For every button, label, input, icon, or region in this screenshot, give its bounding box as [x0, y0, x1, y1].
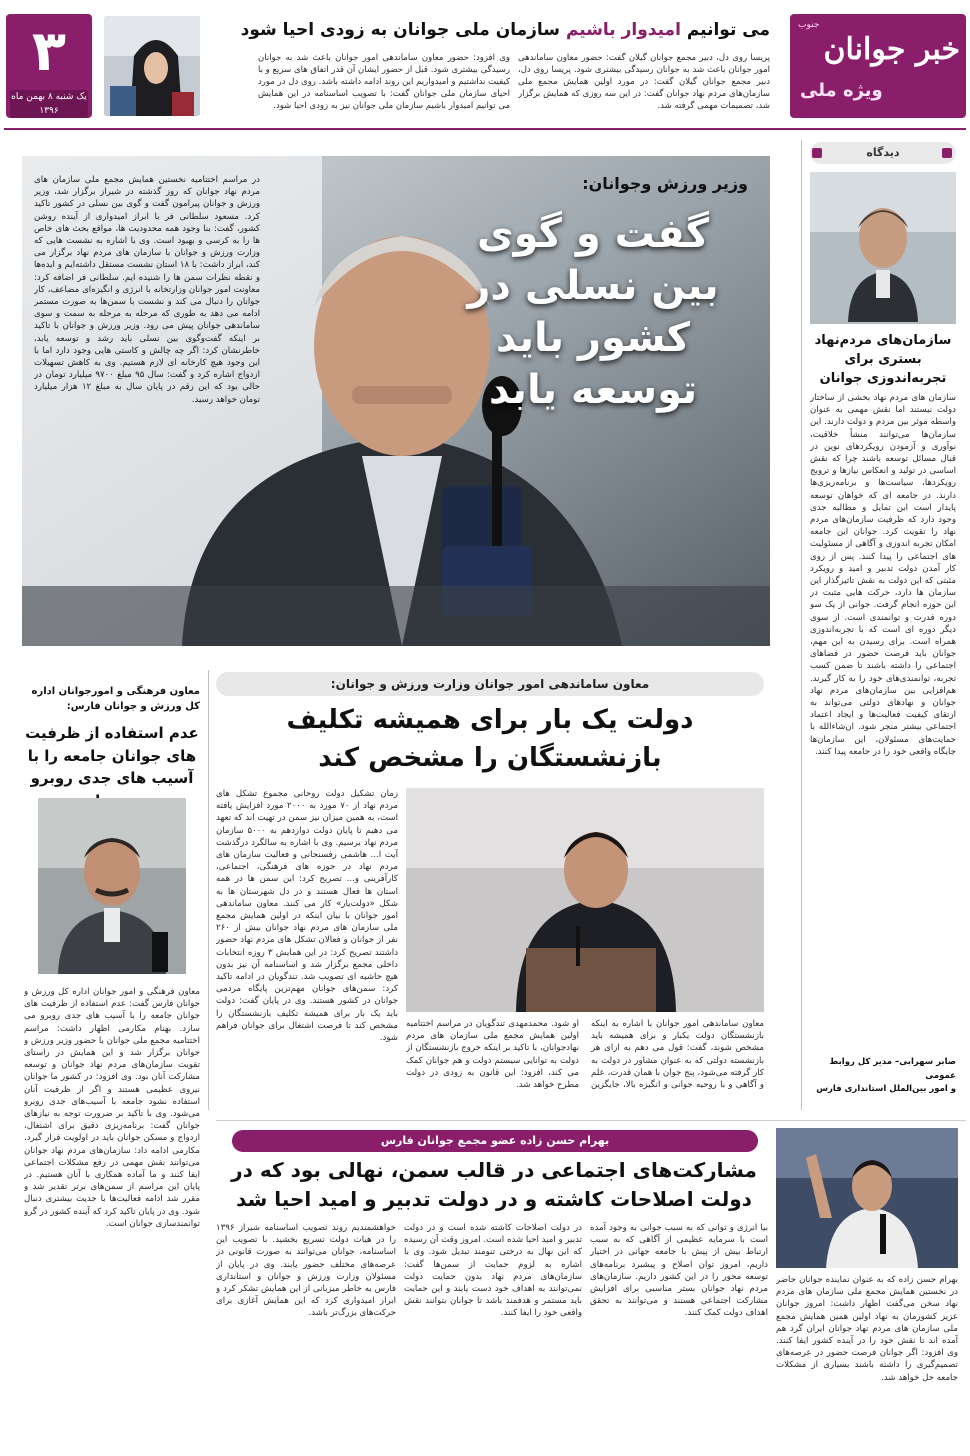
masthead-rule	[4, 128, 966, 130]
middle-body-left: معاون ساماندهی امور جوانان با اشاره به اینکه بازنشستگان دولت یکبار و برای همیشه باید مشخص شوند، گفت: قول می دهم به ازای هر بازنشسته دولتی که به عنوان مشاور در دولت به کار گرفته می‌شود، پنج جوان با همان قدرت، علم و آگاهی و با روحیه جوانی و انگیزه بالا، جایگزین او شود. محمدمهدی تندگویان در مراسم اختتامیه اولین همایش مجمع ملی سازمان های مردم نهادجوانان، با تاکید بر اینکه خروج بازنشستگان از دولت به توانایی سیستم دولت و هم جوانان کمک می کند، افزود: این قانون به زودی در دولت مطرح خواهد شد.	[406, 1019, 764, 1091]
side-divider	[208, 670, 209, 1110]
opinion-body: سازمان های مردم نهاد بخشی از ساختار دولت نیستند اما نقش مهمی به عنوان واسطه موثر بین مردم و دولت دارند. این سازمان‌ها می‌توانند منشأ خلاقیت، نوآوری و آزمودن رویکردهای نوین در قبال مسائل توسعه باشند چرا که نقش اساسی در تولید و انعکاس نیازها و ترویج رویکردها، سیاست‌ها و برنامه‌ریزی‌ها دارند. در جامعه ای که خواهان توسعه پایدار است این تمایل و مطالبه جدی وجود دارد که ظرفیت سازمان‌های مردم نهاد را تقویت کرد. جوانان این جامعه امکان تجربه اندوزی و آگاهی از مسئولیت های اجتماعی را پیدا کنند. پس از روی کار آمدن دولت تدبیر و امید و رویکرد مثبتی که این دولت به نقش تاثیرگذار این سازمان ها دارد، حرکت هایی مثبت در این حوزه انجام گرفت. جوانی از یک سو دوره قدرت و توانمندی است. از سوی دیگر دوره ای است که با تجربه‌اندوزی همراه است. برای رسیدن به این مهم، جوانان باید فرصت حضور در فضاهای اجتماعی را داشته باشند تا ضمن کسب تجربه، توانمندی‌های خود را به کار گیرند. هم‌افزایی بین سازمان‌های مردم نهاد جوانان و نهادهای دولتی می‌تواند به ارتقای کیفیت فعالیت‌ها و ایجاد اعتماد اجتماعی بیشتر منجر شود. ان‌شاءالله با حمایت‌های مسئولان، این سازمان‌ها جایگاه واقعی خود را در جامعه پیدا کنند.	[810, 393, 956, 757]
author-portrait-image	[810, 172, 956, 324]
side-headline: عدم استفاده از ظرفیت های جوانان جامعه را با آسیب های جدی روبرو	[25, 724, 199, 787]
middle-kicker: معاون ساماندهی امور جوانان وزارت ورزش و جوانان:	[330, 677, 650, 691]
logo-main: خبر جوانان	[823, 32, 960, 67]
middle-body-right: زمان تشکیل دولت روحانی مجموع تشکل های مردم نهاد از ۷۰ مورد به ۲۰۰۰ مورد افزایش یافته است، به همین میزان نیز سمن در تهیت اند که تعهد می دهیم تا پایان دولت دوازدهم به ۵۰۰۰ سازمان مردم نهاد برسیم. وی با اشاره به سالگرد درگذشت آیت ا... هاشمی رفسنجانی و فعالیت سازمان های مردم نهاد در حوزه های فرهنگی، اجتماعی، کارآفرینی و... تصریح کرد: این سمن ها در همه استان ها فعال هستند و در دل شهرستان ها به شکل «دولت‌یار» کار می کنند. معاون ساماندهی امور جوانان با بیان اینکه در اولین همایش مجمع ملی سازمان های مردم نهاد جوانان بیش از ۲۶۰ نفر از جوانان و فعالان تشکل های مردم نهاد حضور داشتند تصریح کرد: در این همایش ۳ روزه انتخابات داخلی مجمع برگزار شد و اساسنامه آن نیز بدون هیچ حاشیه ای تصویب شد. تندگویان در ادامه تاکید کرد: سمن‌های جوانان مهم‌ترین پایگاه مردمی جوانان در کشور هستند. وی در پایان گفت: دولت باید یک بار برای همیشه تکلیف بازنشستگان را مشخص کند تا فرصت اشتغال برای جوانان فراهم شود.	[216, 789, 398, 1044]
author-line-2: و امور بین‌الملل استانداری فارس	[816, 1084, 956, 1095]
top-story-title	[200, 20, 770, 48]
deputy-portrait-image	[38, 798, 186, 974]
masthead-logo	[790, 14, 966, 118]
bottom-rule	[216, 1120, 966, 1121]
official-speaking-image	[406, 788, 764, 1012]
top-title-highlight: امیدوار باشیم	[565, 20, 681, 40]
bottom-kicker-bar	[232, 1130, 758, 1152]
middle-photo	[406, 788, 764, 1012]
side-photo	[38, 798, 186, 974]
bottom-photo	[776, 1128, 958, 1268]
bottom-col-1: بهرام حسن زاده که به عنوان نماینده جوانان حاضر در نخستین همایش مجمع ملی سازمان های مردم نهاد سخن می‌گفت اظهار داشت: امروز جوانان عزیز کشورمان به نهاد اولین همین همایش مجمع ملی سازمان های مردم نهاد جوانان ایران گرد هم آمده اند تا نقش خود را در آینده کشور ایفا کنند. وی افزود: اگر جوانان فرصت حضور در عرصه‌های تصمیم‌گیری را داشته باشند بسیاری از مشکلات جامعه حل خواهد شد.	[776, 1275, 958, 1383]
pen-icon	[812, 148, 822, 158]
opinion-label-bar	[810, 142, 956, 164]
bottom-kicker: بهرام حسن زاده عضو مجمع جوانان فارس	[380, 1134, 610, 1147]
page-number: ۳	[31, 19, 67, 84]
bottom-col-2: بیا انرژی و توانی که به سبب جوانی به وجود آمده است با سرمایه عظیمی از آگاهی که به سبب ارتباط بیش از پیش با جامعه جهانی در اختیار داریم، امروز توان اصلاح و پیشبرد برنامه‌های توسعه محور را در این کشور داریم. سازمان‌های مردم نهاد جوانان بستر مناسبی برای افزایش مشارکت اجتماعی هستند و می‌توانند به تحقق اهداف دولت کمک کنند.	[590, 1223, 768, 1319]
opinion-headline: سازمان‌های مردم‌نهاد بستری برای تجربه‌اندوزی جوانان	[814, 333, 952, 386]
opinion-author	[810, 1056, 956, 1097]
top-story-col-left: وی افزود: حضور معاون ساماندهی امور جوانان باعث شد به جوانان رسیدگی بیشتری شود. قبل از حضور ایشان آن قدر اتفاق های سریع و با کیفیت نداشتیم و امیدواریم این روند ادامه داشته باشد. روی دل در مورد احیای سازمان ملی جوانان گفت: با تصویب اساسنامه در این همایش می توانیم امیدوار باشیم سازمان ملی جوانان نیز به زودی احیا شود.	[258, 53, 510, 112]
middle-kicker-bar	[216, 672, 764, 696]
middle-headline: دولت یک بار برای همیشه تکلیف بازنشستگان را مشخص کند	[286, 705, 694, 773]
bottom-headline: مشارکت‌های اجتماعی در قالب سمن، نهالی بود که در دولت اصلاحات کاشته و در دولت تدبیر و امید احیا شد	[231, 1158, 757, 1211]
lead-body: در مراسم اختتامیه نخستین همایش مجمع ملی سازمان های مردم نهاد جوانان که روز گذشته در شیراز برگزار شد، وزیر ورزش و جوانان پیرامون گفت و گوی بین نسلی در کشور تاکید کرد. مسعود سلطانی فر با ابراز امیدواری از آینده روشن کشور، گفت: بنا وجود همه محدودیت ها، مواقع بحث های خاص ها را به کرسی و بهبود است. وی با اشاره به نشست هایی که وزارت ورزش و جوانان با سازمان های مردم نهاد برگزار می کند، ابراز داشت: با ۱۸ استان نشست مستقل داشته‌ایم و ایده‌ها و نقطه نظرات سمن ها را شنیده ایم. سلطانی فر اضافه کرد: معاونت امور جوانان وزارتخانه با انرژی و انگیزه‌ای مضاعف، کار جوانان را دنبال می کند و نشست با سمن‌ها به صورت مستمر ادامه می دهد به طوری که مرحله به مرحله به سمت و سوی ساماندهی جوانان پیش می رود. وزیر ورزش و جوانان با تاکید بر اینکه گفت‌وگوی بین نسلی باید رشد و توسعه یابد، خاطرنشان کرد: اگر چه چالش و کاستی هایی وجود دارد اما با این وجود هیچ کارخانه ای لازم هستیم. وی به کاهش تسهیلات ازدواج اشاره کرد و گفت: سال ۹۵ مبلغ ۹۷۰۰ میلیارد تومان در حالی بود که این رقم در پایان سال به مبلغ ۱۲ هزار میلیارد تومان خواهد رسید.	[34, 175, 260, 405]
lead-headline: گفت و گوی بین نسلی در کشور باید توسعه یابد	[467, 211, 719, 413]
side-kicker: معاون فرهنگی و امورجوانان اداره کل ورزش و جوانان فارس:	[31, 686, 200, 712]
opinion-divider	[801, 140, 802, 1110]
author-line-1: صابر سهرابی– مدیر کل روابط عمومی	[829, 1057, 956, 1081]
opinion-author-photo	[810, 172, 956, 324]
lead-kicker: وزیر ورزش وجوانان:	[582, 174, 748, 193]
pencil-icon	[942, 148, 952, 158]
top-title-pre: می توانیم	[686, 20, 770, 40]
top-story-photo	[104, 16, 200, 116]
woman-speaker-image	[104, 16, 200, 116]
page-number-box	[6, 14, 92, 118]
issue-date: یک شنبه ۸ بهمن ماه ۱۳۹۶	[11, 92, 87, 116]
logo-tag: جنوب	[798, 20, 820, 30]
top-title-post: سازمان ملی جوانان به زودی احیا شود	[240, 20, 561, 40]
top-story-col-right: پریسا روی دل، دبیر مجمع جوانان گیلان گفت: حضور معاون ساماندهی امور جوانان باعث شد به جوانان رسیدگی بیشتری شود. پریسا روی دل، دبیر مجمع جوانان گیلان گفت: در مورد اولین همایش مجمع ملی سازمان‌های مردم نهاد جوانان گفت: در این سه روزی که همایش برگزار شد، تصمیمات مهمی گرفته شد.	[518, 53, 770, 112]
bottom-col-4: خواهشمندیم روند تصویب اساسنامه شیراز ۱۳۹۶ را در هیات دولت تسریع بخشید. با تصویب این اساسنامه، جوانان می‌توانند به صورت قانونی در عرصه‌های مختلف حضور یابند. وی در پایان از مسئولان وزارت ورزش و جوانان و استانداری فارس به خاطر میزبانی از این همایش تشکر کرد و ابراز امیدواری کرد که این همایش آغازی برای حرکت‌های بزرگ‌تر باشد.	[216, 1223, 396, 1319]
young-speaker-image	[776, 1128, 958, 1268]
bottom-col-3: در دولت اصلاحات کاشته شده است و در دولت تدبیر و امید احیا شده است. امروز وقت آن رسیده که این نهال به درختی تنومند تبدیل شود. وی با اشاره به لزوم حمایت از سمن‌ها گفت: سازمان‌های مردم نهاد بدون حمایت دولت نمی‌توانند به اهداف خود دست یابند و این حمایت باید مستمر و هدفمند باشد تا جوانان بتوانند نقش واقعی خود را ایفا کنند.	[404, 1223, 582, 1319]
logo-sub: ویژه ملی	[800, 80, 883, 101]
side-body: معاون فرهنگی و امور جوانان اداره کل ورزش و جوانان فارس گفت: عدم استفاده از ظرفیت های جوانان جامعه را با آسیب های جدی روبرو می سازد. بهنام مکارمی اظهار داشت: مراسم اختتامیه مجمع ملی جوانان با حضور وزیر ورزش و جوانان برگزار شد و این همایش در راستای تقویت سازمان‌های مردم نهاد جوانان و توسعه مشارکت آنان بود. وی افزود: در کشور ما جوانان نیروی عظیمی هستند و اگر از ظرفیت آنان استفاده نشود جامعه با آسیب‌های جدی روبرو می‌شود. وی با تاکید بر ضرورت توجه به نیازهای جوانان گفت: برنامه‌ریزی دقیق برای اشتغال، ازدواج و مسکن جوانان باید در اولویت قرار گیرد. مکارمی ادامه داد: سازمان‌های مردم نهاد جوانان می‌توانند نقش مهمی در رفع مشکلات اجتماعی ایفا کنند و ما آماده همکاری با آنان هستیم. در پایان این مراسم از سمن‌های برتر تقدیر شد و مقرر شد ادامه فعالیت‌ها با جدیت بیشتری دنبال شود. وی در پایان تاکید کرد که آینده کشور در گرو توانمندسازی جوانان است.	[24, 987, 200, 1229]
opinion-label: دیدگاه	[866, 146, 900, 159]
